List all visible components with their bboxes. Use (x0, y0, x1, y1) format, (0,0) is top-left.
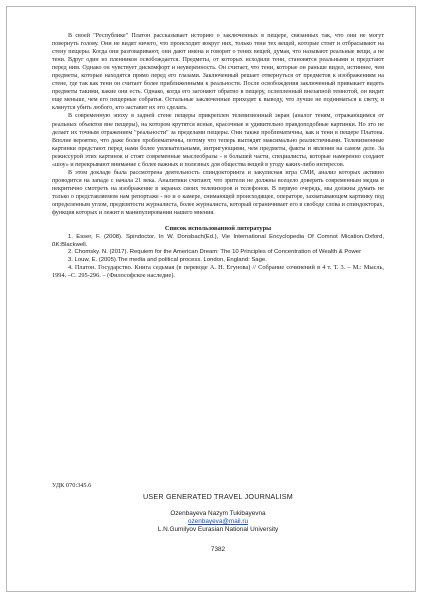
author-affiliation: L.N.Gumilyov Eurasian National University (157, 526, 279, 534)
reference-item-3: 3. Louw, E. (2005).The media and political process. London, England: Sage. (68, 256, 267, 263)
body-paragraph-1: В своей "Республике" Платон рассказывает историю о заключенных в пещере, связанных так, что они не могут повернуть голову. Они не видят ничего, что происходит вокруг них, только тени тех вещей, которые стоят и отбрасывают на стену пещеры. Когда они разговаривают, они дают имена и говорят о тенях вещей, думая, что называют реальные вещи, а не тени. Вдруг один из пленников освобождается. Предметы, от которых исходили тени, становятся реальными и предстают перед ним. Однако он чувствует дискомфорт и неуверенность. Он считает, что тени, которые он раньше видел, истиннее, чем предметы, которые находятся прямо перед его глазами. Заключенный решает отвернуться от предметов к изображениям на стене, где так как тени он считает более приближенными к реальности. После освобождения заключенный привыкает видеть предметы такими, какие они есть. Однако, когда его загоняют обратно в пещеру, ослепленный внезапной темнотой, он видит еще меньше, чем его пещерные собратья. Остальные заключенные приходят к выводу, что лучше не подниматься к свету, и клянутся убить любого, кто заставит их это сделать. (52, 33, 384, 112)
body-paragraph-2: В современную эпоху в задней стене пещеры прикреплен телевизионный экран (аналог теням, отражающимся от реальных объектов вне пещеры), на котором крутятся ясные, красочные и удивительно правдоподобные картинки. Но это не делает их точным отражением "реальности" за пределами пещеры. Они также проблематичны, как и тени в пещере Платона. Вполне вероятно, что даже более проблематичны, потому что теперь выглядят максимально реалистичными. Телевизионные картинки предстают перед нами более увлекательными, интригующими, чем предметы, факты и явления на самом деле. За режиссурой этих картинок и стоят современные мыслеобразы - в большей части, специалисты, которые намеренно создают «шоу» и перекрывают внимание с более важных и полезных для общества вещей в угоду каких-либо интересов. (52, 113, 384, 168)
udc-code: УДК 070:345.6 (52, 482, 92, 489)
next-article-title: USER GENERATED TRAVEL JOURNALISM (143, 492, 293, 501)
author-name: Ozenbayeva Nazym Tukibayevna (170, 510, 266, 517)
body-paragraph-3: В этом докладе была рассмотрена деятельность спиндокторинга и закулисная игра СМИ, анализ которых активно проводится на западе с начала 21 века. Аналитики считают, что зрители не должны всецело доверять современным медиа и некритично смотреть на изображение в экранах своих телевизоров и телефонов. В первую очередь, мы должны думать не только о представляемом нам репортаже - но и о камере, снимающей происходящее, операторе, захватывающем картинку под определенным углом, предвзятости журналиста, более журналиста, который ограничивает его в свободе слова и спиндокторах, функция которых и лежит в манипулировании нашего мнения. (52, 169, 384, 217)
reference-item-1: 1. Esser, F. (2008). Spindoctor. In W. Donsbach(Ed.), Vie International Encyclopedia Of Comnot Mication.Oxford, ßK:Blackwell. (52, 234, 384, 248)
author-email-link[interactable]: ozenbayeva@mail.ru (187, 518, 249, 526)
page-number: 7382 (210, 546, 226, 553)
author-block (52, 510, 384, 535)
reference-item-4: 4. Платон. Государство. Книга седьмая (в переводе А. Н. Егунова) // Собрание сочинений в 4 т. Т. 3. – М.: Мысль, 1994. –С. 295-296. – (Философское наследие). (52, 264, 384, 280)
reference-item-2: 2. Chomsky. N. (2017). Requiem for the American Dream: The 10 Principles of Concentration of Wealth & Power (68, 249, 362, 256)
references-title: Список использованной литературы (164, 225, 272, 233)
article-body (52, 32, 384, 280)
